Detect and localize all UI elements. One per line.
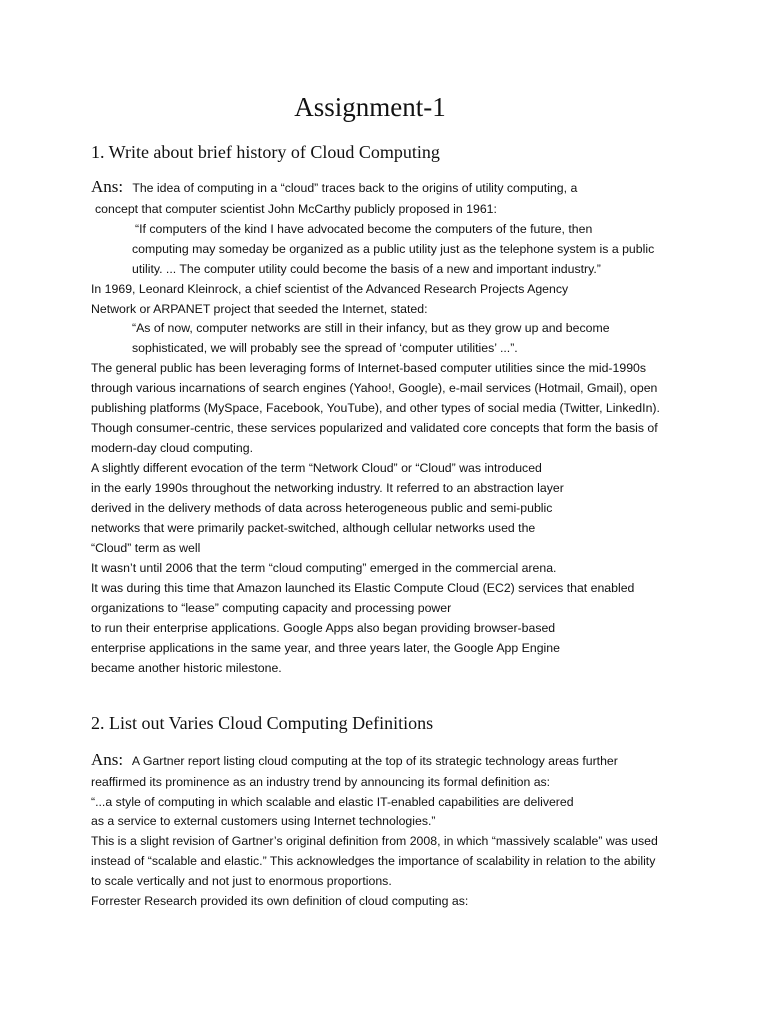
paragraph-line: “Cloud” term as well — [91, 541, 201, 555]
paragraph-line: in the early 1990s throughout the networking industry. It referred to an abstraction layer — [91, 481, 564, 495]
paragraph-line: derived in the delivery methods of data across heterogeneous public and semi-public — [91, 501, 553, 515]
paragraph-line: The idea of computing in a “cloud” traces back to the origins of utility computing, a — [132, 181, 578, 195]
section-1-answer-line — [91, 178, 577, 197]
paragraph-line: The general public has been leveraging forms of Internet-based computer utilities since the mid-1990s — [91, 361, 647, 375]
paragraph-line: A slightly different evocation of the term “Network Cloud” or “Cloud” was introduced — [91, 461, 542, 475]
paragraph-line: It was during this time that Amazon launched its Elastic Compute Cloud (EC2) services that enabled — [91, 581, 635, 595]
paragraph-line: This is a slight revision of Gartner’s original definition from 2008, in which “massively scalable” was used — [91, 834, 658, 848]
paragraph-line: concept that computer scientist John McCarthy publicly proposed in 1961: — [95, 202, 497, 216]
answer-label: Ans: — [91, 750, 124, 769]
quote-line: “As of now, computer networks are still in their infancy, but as they grow up and become — [132, 321, 610, 335]
paragraph-line: A Gartner report listing cloud computing at the top of its strategic technology areas further — [131, 754, 618, 768]
paragraph-line: reaffirmed its prominence as an industry trend by announcing its formal definition as: — [91, 775, 551, 789]
quote-line: sophisticated, we will probably see the spread of ‘computer utilities’ ...”. — [132, 341, 518, 355]
paragraph-line: instead of “scalable and elastic.” This acknowledges the importance of scalability in relation to the ability — [91, 854, 656, 868]
section-2-heading: 2. List out Varies Cloud Computing Definitions — [91, 713, 434, 733]
paragraph-line: organizations to “lease” computing capacity and processing power — [91, 601, 452, 615]
section-1-heading: 1. Write about brief history of Cloud Computing — [91, 142, 440, 162]
paragraph-line: publishing platforms (MySpace, Facebook, YouTube), and other types of social media (Twitter, LinkedIn). — [91, 401, 660, 415]
answer-label: Ans: — [91, 177, 124, 196]
quote-line: “If computers of the kind I have advocated become the computers of the future, then — [135, 222, 593, 236]
paragraph-line: enterprise applications in the same year, and three years later, the Google App Engine — [91, 641, 560, 655]
paragraph-line: Forrester Research provided its own definition of cloud computing as: — [91, 894, 469, 908]
quote-line: computing may someday be organized as a public utility just as the telephone system is a public — [132, 242, 655, 256]
paragraph-line: Though consumer-centric, these services popularized and validated core concepts that form the basis of — [91, 421, 658, 435]
quote-line: utility. ... The computer utility could become the basis of a new and important industry.” — [132, 262, 601, 276]
paragraph-line: It wasn’t until 2006 that the term “cloud computing” emerged in the commercial arena. — [91, 561, 557, 575]
paragraph-line: Network or ARPANET project that seeded the Internet, stated: — [91, 302, 428, 316]
section-2-answer-line — [91, 751, 618, 770]
paragraph-line: as a service to external customers using Internet technologies.” — [91, 814, 436, 828]
paragraph-line: became another historic milestone. — [91, 661, 282, 675]
paragraph-line: “...a style of computing in which scalable and elastic IT-enabled capabilities are delivered — [91, 795, 574, 809]
paragraph-line: to run their enterprise applications. Google Apps also began providing browser-based — [91, 621, 556, 635]
paragraph-line: through various incarnations of search engines (Yahoo!, Google), e-mail services (Hotmail, Gmail), open — [91, 381, 658, 395]
page-title: Assignment-1 — [294, 92, 446, 122]
paragraph-line: networks that were primarily packet-switched, although cellular networks used the — [91, 521, 536, 535]
paragraph-line: modern-day cloud computing. — [91, 441, 253, 455]
paragraph-line: to scale vertically and not just to enormous proportions. — [91, 874, 392, 888]
paragraph-line: In 1969, Leonard Kleinrock, a chief scientist of the Advanced Research Projects Agency — [91, 282, 569, 296]
